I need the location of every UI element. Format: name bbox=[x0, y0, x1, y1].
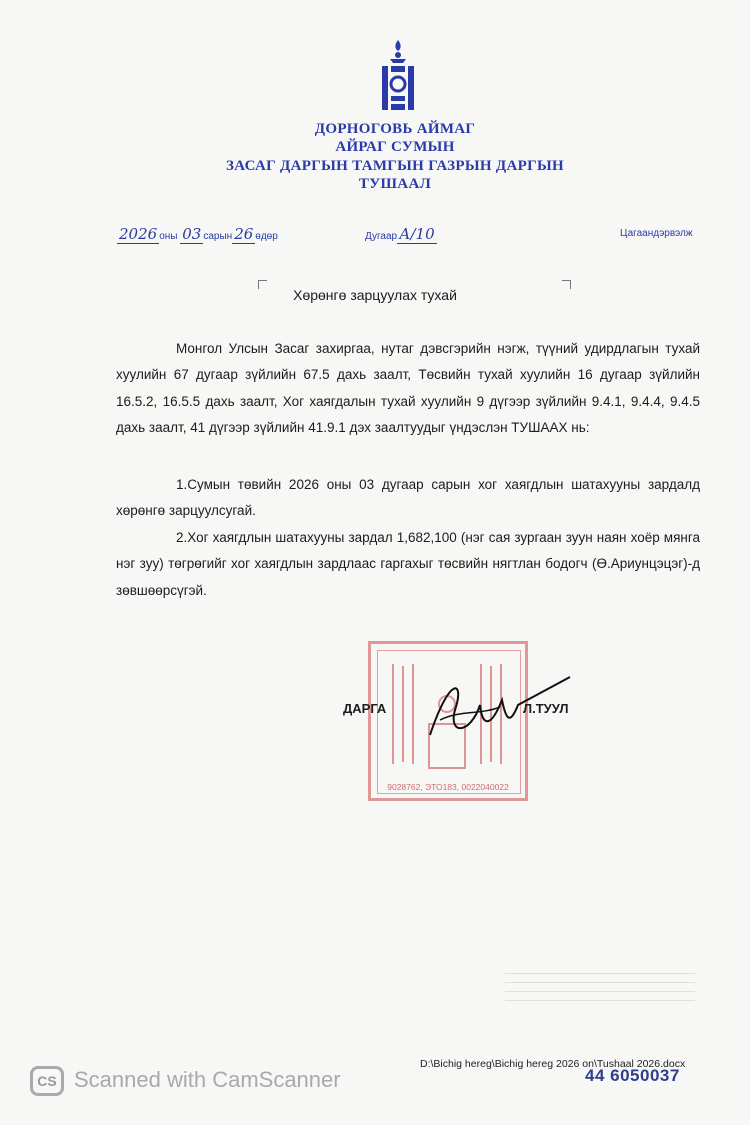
body-paragraph-preamble: Монгол Улсын Засаг захиргаа, нутаг дэвсгэрийн нэгж, түүний удирдлагын тухай хуулийн 67 дугаар зүйлийн 67.5 дахь заалт, Төсвийн тухай хуулийн 16 дугаар зүйлийн 16.5.2, 16.5.5 дахь заалт, Хог хаягдалын тухай хуулийн 9 дүгээр зүйлийн 9.4.1, 9.4.4, 9.4.5 дахь заалт, 41 дүгээр зүйлийн 41.9.1 дэх заалтуудыг үндэслэн ТУШААХ нь: bbox=[116, 341, 700, 435]
body-paragraph-item-1: 1.Сумын төвийн 2026 оны 03 дугаар сарын хог хаягдлын шатахууны зардалд хөрөнгө зарцуулсугай. bbox=[116, 477, 700, 519]
date-month-label: сарын bbox=[203, 231, 233, 242]
header-doc-type: ТУШААЛ bbox=[358, 176, 432, 192]
signatory-name: Л.ТУУЛ bbox=[523, 701, 569, 716]
document-date bbox=[117, 225, 278, 244]
camscanner-watermark: Scanned with CamScanner bbox=[74, 1067, 341, 1092]
date-day: 26 bbox=[234, 225, 254, 243]
signatory-title: ДАРГА bbox=[343, 701, 387, 716]
document-place: Цагаандэрвэлж bbox=[620, 228, 693, 239]
document-number bbox=[365, 225, 437, 244]
date-day-label: өдөр bbox=[255, 231, 278, 242]
faint-bleedthrough-text bbox=[505, 965, 695, 1025]
number-label: Дугаар bbox=[365, 231, 398, 242]
header-sum: АЙРАГ СУМЫН bbox=[335, 139, 455, 155]
stamp-code: 9028762, ЭТО183, 0022040022 bbox=[387, 782, 509, 792]
camscanner-logo-icon: CS bbox=[30, 1066, 64, 1096]
number-value: А/10 bbox=[399, 225, 435, 243]
serial-number: 44 6050037 bbox=[585, 1066, 680, 1085]
file-path: D:\Bichig hereg\Bichig hereg 2026 on\Tushaal 2026.docx bbox=[420, 1058, 686, 1070]
date-month: 03 bbox=[182, 225, 202, 243]
date-year-label: оны bbox=[159, 231, 178, 242]
document-subject: Хөрөнгө зарцуулах тухай bbox=[293, 287, 457, 303]
header-aimag: ДОРНОГОВЬ АЙМАГ bbox=[314, 121, 476, 137]
date-year: 2026 bbox=[119, 225, 158, 243]
state-emblem-icon bbox=[380, 40, 416, 120]
body-paragraph-item-2: 2.Хог хаягдлын шатахууны зардал 1,682,100 (нэг сая зургаан зуун наян хоёр мянга нэг зуу) төгрөгийг хог хаягдлын зардлаас гаргахыг төсвийн нягтлан бодогч (Ө.Ариунцэцэг)-д зөвшөөрсүгэй. bbox=[116, 530, 700, 598]
header-office: ЗАСАГ ДАРГЫН ТАМГЫН ГАЗРЫН ДАРГЫН bbox=[226, 158, 564, 174]
